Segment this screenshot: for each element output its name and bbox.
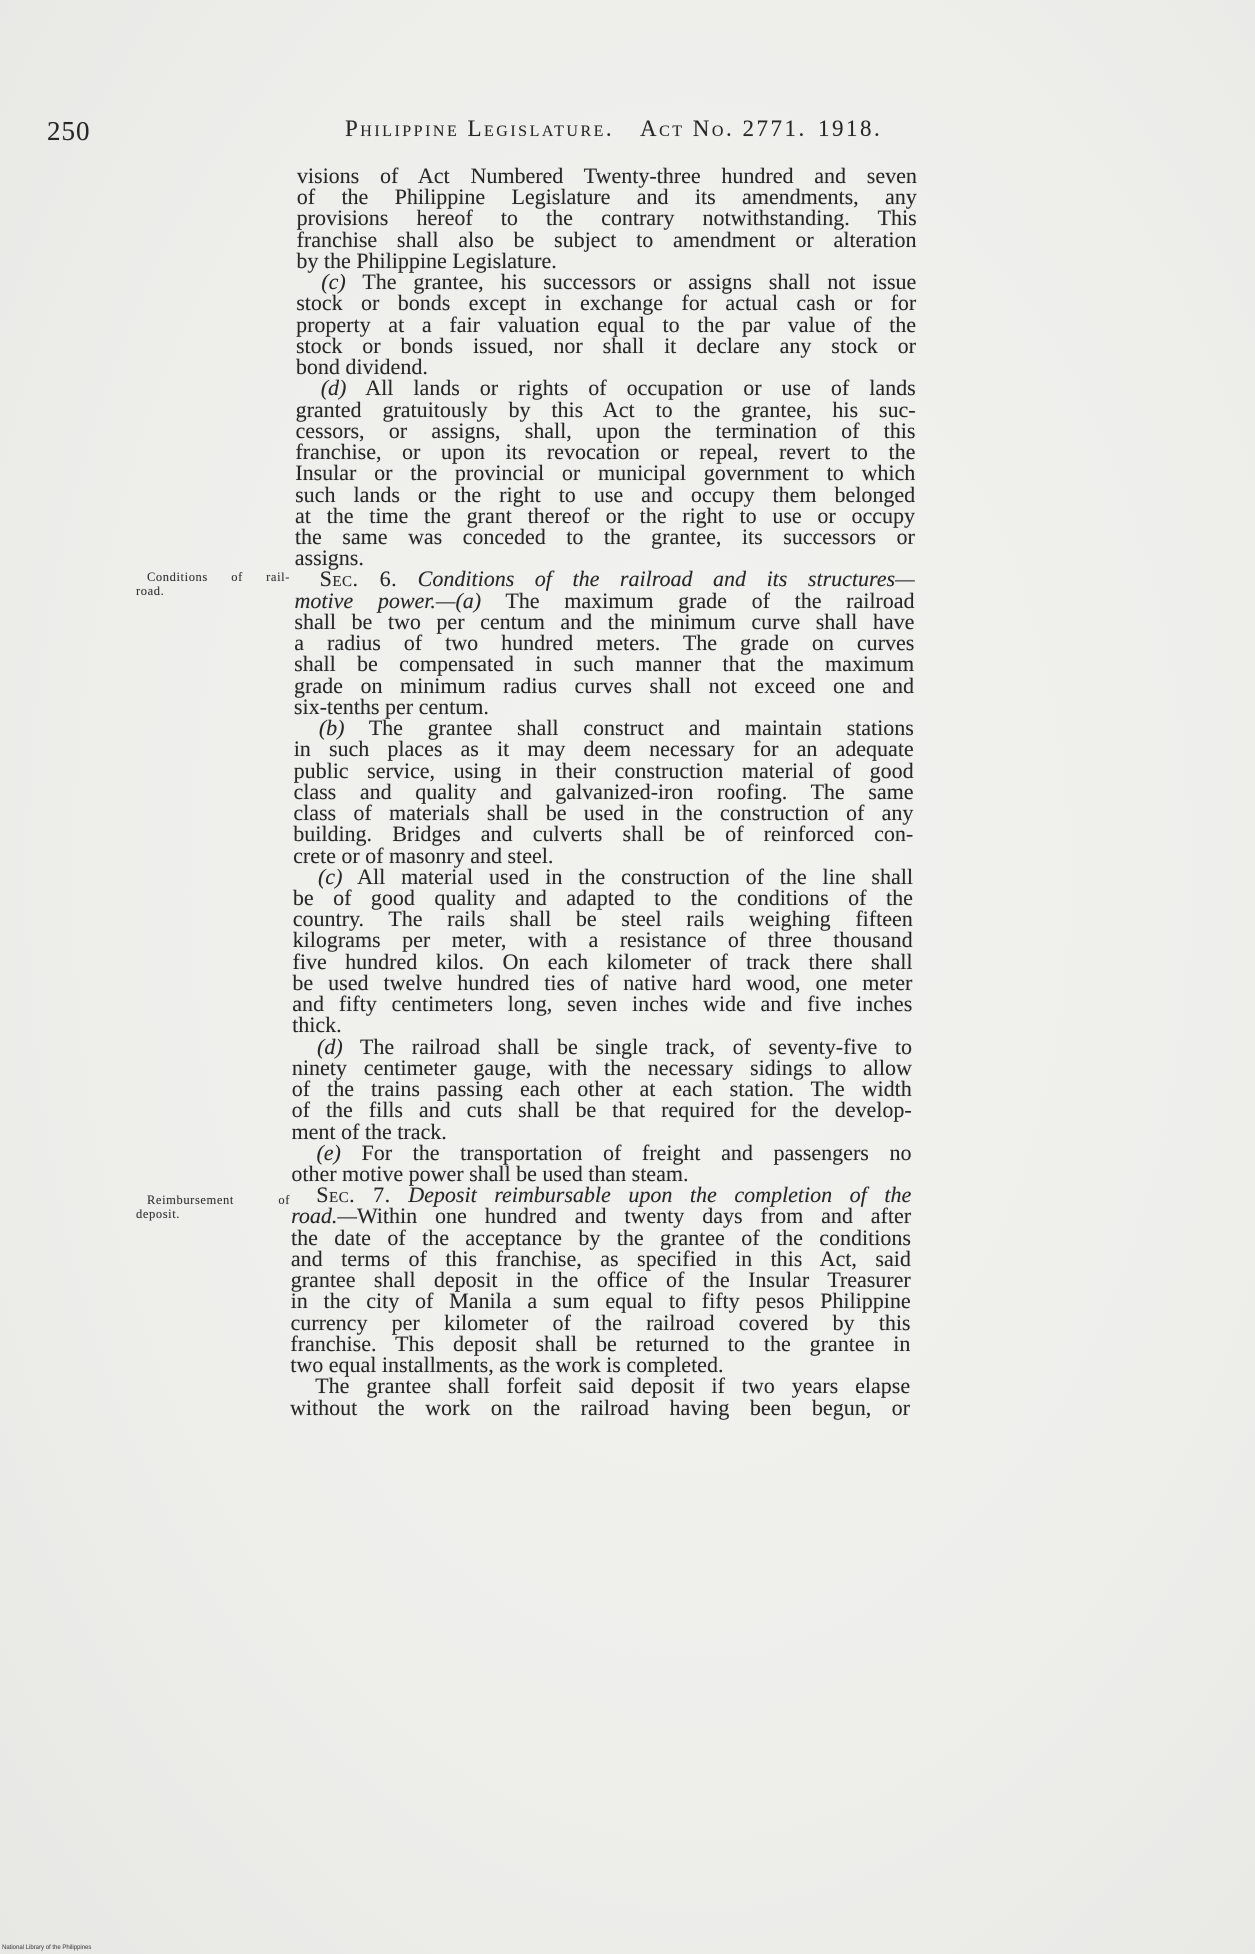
text-line: class and quality and galvanized-iron roofing. The same (293, 778, 914, 804)
paragraph (296, 165, 917, 271)
section-number: Sec. 6. (319, 566, 398, 592)
text-line: of the fills and cuts shall be that required for the develop- (291, 1097, 912, 1123)
text-line: crete or of masonry and steel. (293, 842, 554, 868)
text-line: public service, using in their construction material of good (293, 757, 914, 783)
text-line: two equal installments, as the work is completed. (290, 1352, 724, 1378)
line-text: The grantee, his successors or assigns shall not issue (362, 269, 917, 295)
text-line: property at a fair valuation equal to the par value of the (296, 311, 917, 337)
margin-note-line: deposit. (136, 1207, 181, 1221)
line-text: The grantee shall construct and maintain stations (368, 715, 914, 741)
text-line (292, 1033, 913, 1059)
text-line: such lands or the right to use and occupy them belonged (295, 481, 916, 507)
text-line: granted gratuitously by this Act to the grantee, his suc- (295, 396, 916, 422)
text-line (291, 1139, 912, 1165)
text-line: at the time the grant thereof or the right to use or occupy (294, 502, 916, 528)
line-text: All material used in the construction of the line shall (357, 863, 914, 889)
text-line (296, 269, 917, 295)
text-line: visions of Act Numbered Twenty-three hundred and seven (296, 163, 918, 188)
text-line: in such places as it may deem necessary for an adequate (293, 736, 914, 762)
text-line: by the Philippine Legislature. (296, 247, 557, 273)
paragraph (295, 269, 917, 380)
section-7 (290, 1182, 912, 1378)
text-line: provisions hereof to the contrary notwithstanding. This (296, 205, 917, 231)
margin-note-line: Reimbursement of (147, 1193, 290, 1207)
text-line (294, 715, 914, 741)
page-number: 250 (47, 116, 91, 146)
scan-credit: National Library of the Philippines (2, 1945, 92, 1951)
paragraph (292, 863, 914, 1038)
line-text: The maximum grade of the railroad (505, 587, 915, 613)
text-line: country. The rails shall be steel rails weighing fifteen (292, 906, 913, 932)
text-line: of the trains passing each other at each station. The width (291, 1076, 912, 1102)
paragraph (289, 1373, 911, 1420)
margin-note-line: Conditions of rail- (147, 570, 290, 584)
text-line: of the Philippine Legislature and its amendments, any (296, 184, 917, 210)
clause-label: (c) (317, 863, 343, 889)
text-line: class of materials shall be used in the construction of any (293, 800, 914, 826)
text-line: shall be compensated in such manner that the maximum (294, 651, 915, 677)
text-line: five hundred kilos. On each kilometer of track there shall (292, 948, 913, 974)
section-6 (294, 568, 915, 717)
section-title: road.— (291, 1203, 358, 1229)
clause-label: (d) (320, 375, 347, 401)
text-line: cessors, or assigns, shall, upon the termination of this (295, 417, 916, 443)
line-text: For the transportation of freight and passengers no (361, 1139, 912, 1165)
section-title: motive power.— (294, 587, 456, 613)
text-line (296, 375, 916, 401)
paragraph (291, 1033, 913, 1144)
text-line: other motive power shall be used than steam. (291, 1161, 689, 1187)
text-line: kilograms per meter, with a resistance of three thousand (292, 927, 913, 953)
text-line: stock or bonds except in exchange for actual cash or for (296, 290, 917, 316)
margin-note (136, 1193, 290, 1221)
text-line: be of good quality and adapted to the conditions of the (292, 884, 913, 910)
line-text: Within one hundred and twenty days from and after (356, 1203, 912, 1229)
text-line: and terms of this franchise, as specified in this Act, said (290, 1245, 911, 1271)
text-line: ment of the track. (291, 1118, 447, 1144)
running-head-publication: Philippine Legislature. (345, 116, 615, 141)
text-line: six-tenths per centum. (293, 693, 489, 719)
text-line: franchise shall also be subject to amendment or alteration (296, 226, 917, 252)
text-line: grade on minimum radius curves shall not exceed one and (294, 672, 915, 698)
text-line: franchise. This deposit shall be returned to the grantee in (290, 1330, 911, 1356)
text-line: grantee shall deposit in the office of the Insular Treasurer (290, 1267, 911, 1293)
text-line: building. Bridges and culverts shall be of reinforced con- (293, 821, 914, 847)
section-title: Deposit reimbursable upon the completion of the (408, 1182, 912, 1208)
paragraph (294, 375, 916, 571)
text-line (294, 587, 915, 613)
text-line (291, 1203, 912, 1229)
text-line: stock or bonds issued, nor shall it declare any stock or (295, 332, 917, 358)
text-line: currency per kilometer of the railroad covered by this (290, 1309, 911, 1335)
section-number: Sec. 7. (316, 1182, 391, 1208)
line-text: All lands or rights of occupation or use of lands (365, 375, 916, 401)
running-head-year: 1918. (818, 116, 883, 141)
text-line: and fifty centimeters long, seven inches wide and five inches (292, 991, 913, 1017)
text-line: thick. (292, 1012, 342, 1038)
clause-label: (a) (455, 587, 482, 613)
section-heading-line (295, 566, 915, 592)
running-head-act: Act No. 2771. (640, 116, 807, 141)
paragraph (291, 1139, 912, 1187)
text-line: The grantee shall forfeit said deposit if two years elapse (315, 1373, 911, 1399)
line-text: The railroad shall be single track, of seventy-five to (359, 1033, 913, 1059)
margin-note-line: road. (136, 584, 165, 598)
text-line: be used twelve hundred ties of native hard wood, one meter (292, 969, 913, 995)
text-line: a radius of two hundred meters. The grade on curves (294, 630, 915, 656)
document-body (290, 165, 917, 1418)
section-heading-line (291, 1182, 912, 1208)
text-line: ninety centimeter gauge, with the necessary sidings to allow (291, 1054, 913, 1080)
clause-label: (d) (317, 1033, 343, 1059)
paragraph (293, 717, 914, 866)
clause-label: (b) (318, 715, 345, 741)
clause-label: (c) (321, 269, 346, 295)
text-line: in the city of Manila a sum equal to fifty pesos Philippine (290, 1288, 911, 1314)
text-line: the same was conceded to the grantee, its successors or (294, 523, 915, 549)
text-line: without the work on the railroad having been begun, or (289, 1394, 911, 1420)
text-line (293, 863, 914, 889)
text-line: shall be two per centum and the minimum curve shall have (294, 608, 915, 634)
text-line: bond dividend. (295, 354, 428, 380)
text-line: Insular or the provincial or municipal government to which (295, 460, 916, 486)
text-line: the date of the acceptance by the grantee of the conditions (290, 1224, 912, 1250)
text-line: franchise, or upon its revocation or repeal, revert to the (295, 439, 916, 465)
section-title: Conditions of the railroad and its structures— (417, 566, 915, 592)
margin-note (136, 570, 290, 598)
text-line: assigns. (294, 545, 364, 571)
clause-label: (e) (316, 1139, 341, 1165)
